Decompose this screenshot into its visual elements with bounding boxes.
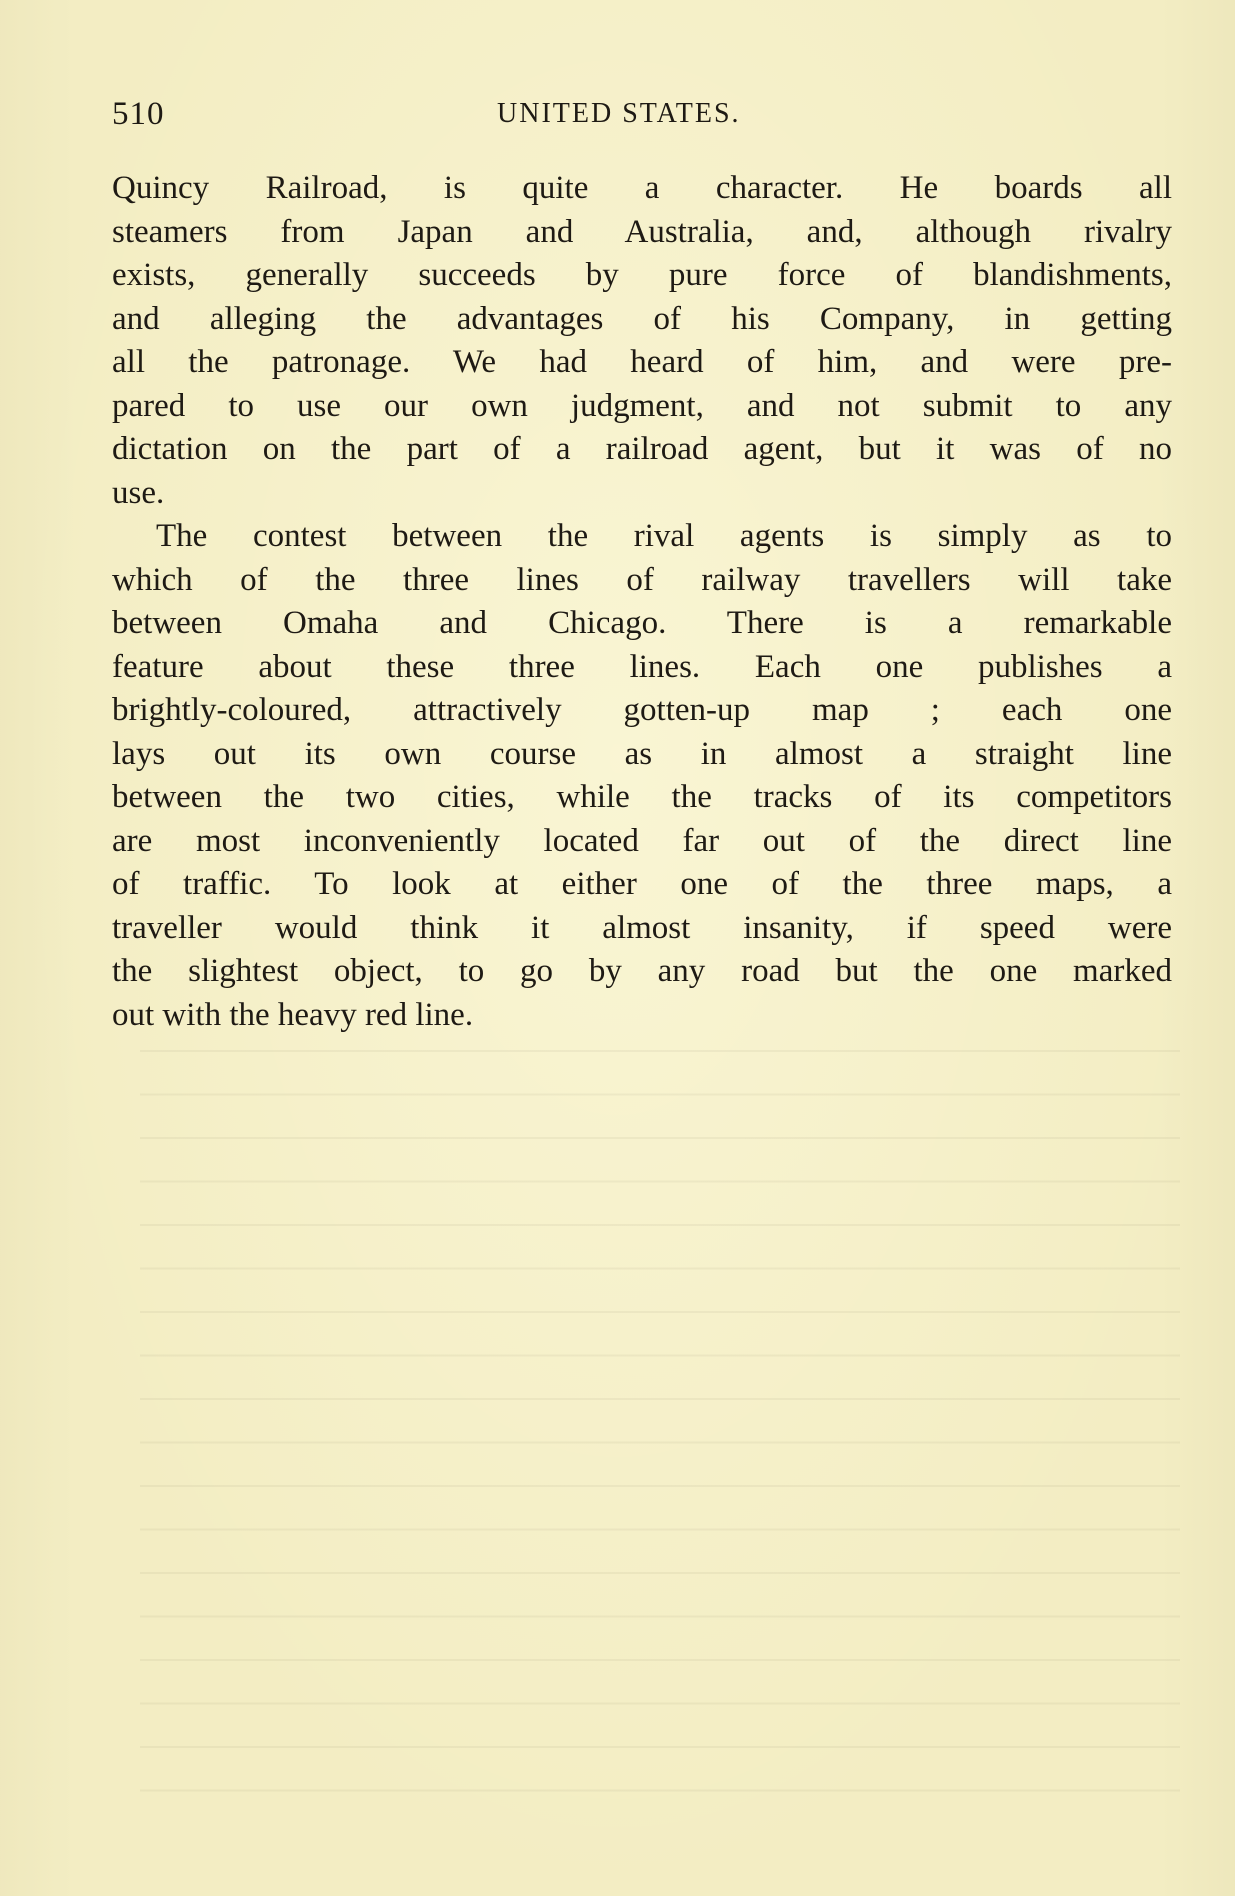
text-line: The contest between the rival agents is simply as to [156, 518, 1172, 554]
text-line: and alleging the advantages of his Company, in getting [112, 300, 1172, 337]
text-line: steamers from Japan and Australia, and, although rivalry [112, 213, 1172, 250]
running-title: UNITED STATES. [497, 98, 741, 129]
page-number: 510 [112, 96, 165, 132]
text-line: the slightest object, to go by any road but the one marked [112, 953, 1172, 989]
text-line: of traffic. To look at either one of the three maps, a [112, 866, 1172, 902]
text-line: traveller would think it almost insanity, if speed were [112, 909, 1172, 946]
text-line: are most inconveniently located far out of the direct line [112, 822, 1172, 859]
text-line: which of the three lines of railway travellers will take [112, 561, 1172, 598]
text-line: feature about these three lines. Each one publishes a [112, 648, 1172, 685]
text-line: between Omaha and Chicago. There is a remarkable [112, 605, 1172, 641]
text-line: out with the heavy red line. [112, 996, 474, 1033]
text-line: between the two cities, while the tracks of its competitors [112, 779, 1172, 815]
text-line: all the patronage. We had heard of him, and were pre- [112, 344, 1172, 380]
text-line: use. [112, 474, 165, 511]
show-through-text [140, 1050, 1180, 1810]
text-line: lays out its own course as in almost a straight line [112, 735, 1172, 772]
text-line: dictation on the part of a railroad agent, but it was of no [112, 431, 1172, 467]
text-line: pared to use our own judgment, and not submit to any [112, 387, 1172, 424]
text-line: Quincy Railroad, is quite a character. He boards all [112, 170, 1172, 206]
running-head [112, 96, 1062, 136]
body-text [112, 167, 1172, 1037]
text-line: exists, generally succeeds by pure force of blandishments, [112, 257, 1172, 293]
text-line: brightly-coloured, attractively gotten-up map ; each one [112, 692, 1172, 728]
